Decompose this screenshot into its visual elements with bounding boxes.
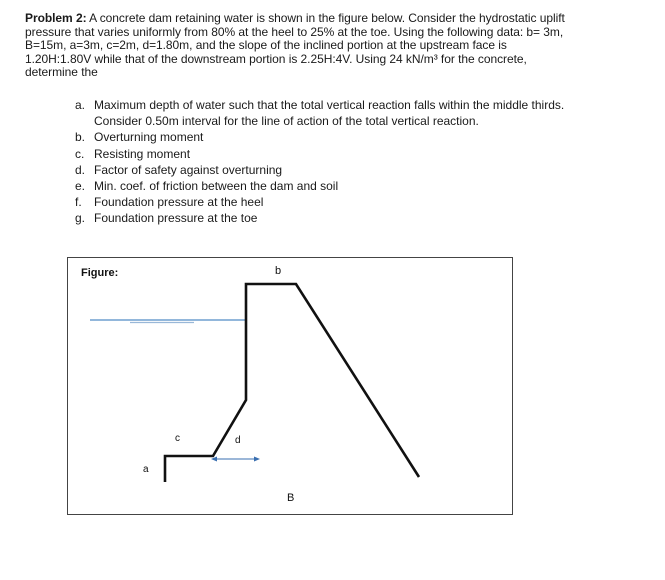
dam-figure [67,257,513,515]
label-c: c [175,433,180,444]
question-text: Maximum depth of water such that the total vertical reaction falls within the middle thirds. [94,98,565,112]
question-marker: b. [75,130,86,145]
label-d: d [235,435,241,446]
question-item-g [75,210,645,226]
problem-line-5: determine the [25,65,98,79]
question-text: Foundation pressure at the toe [94,211,258,226]
question-text: Foundation pressure at the heel [94,195,264,210]
dimension-d-arrow-right-head [254,457,260,462]
question-text: Factor of safety against overturning [94,162,283,177]
question-text: Consider 0.50m interval for the line of action of the total vertical reaction. [94,114,479,129]
question-item-e [75,178,645,194]
question-text: Min. coef. of friction between the dam and soil [94,179,339,194]
problem-line-4: 1.20H:1.80V while that of the downstream portion is 2.25H:4V. Using 24 kN/m³ for the concrete, [25,51,527,66]
problem-line-2: pressure that varies uniformly from 80% at the heel to 25% at the toe. Using the following data: b= 3m, [25,24,564,39]
problem-heading: Problem 2: [25,11,87,25]
problem-text-1: A concrete dam retaining water is shown in the figure below. Consider the hydrostatic uplift [89,11,565,25]
label-b: b [275,265,282,277]
question-marker: g. [75,211,86,226]
question-marker: d. [75,162,86,177]
question-text: Resisting moment [94,146,191,161]
figure-title: Figure: [81,267,119,279]
problem-line-3: B=15m, a=3m, c=2m, d=1.80m, and the slope of the inclined portion at the upstream face is [25,38,507,52]
question-item-b [75,129,645,145]
question-marker: a. [75,98,86,112]
question-text: Overturning moment [94,130,204,145]
problem-line-1 [25,12,650,26]
question-item-a [75,97,645,129]
problem-statement [25,12,650,80]
label-B: B [287,492,295,504]
label-a: a [143,464,149,475]
dam-diagram [68,258,514,516]
question-item-f [75,194,645,210]
question-marker: c. [75,146,85,161]
question-item-c [75,146,645,162]
dam-outline [165,284,419,482]
question-marker: e. [75,179,86,194]
question-item-d [75,162,645,178]
question-marker: f. [75,195,82,210]
question-list [75,97,645,227]
